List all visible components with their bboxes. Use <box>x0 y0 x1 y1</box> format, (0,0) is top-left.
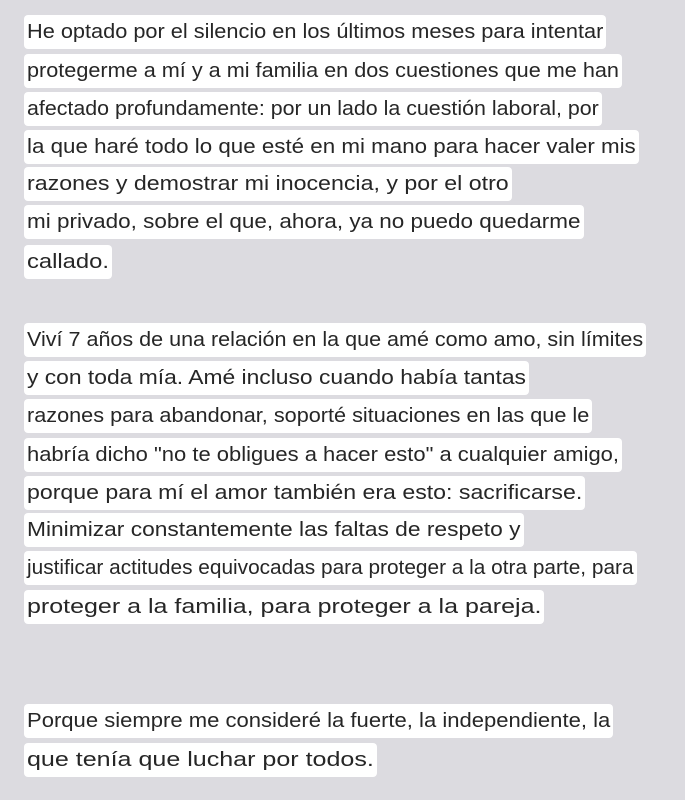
text-line <box>24 551 637 585</box>
line-text: protegerme a mí y a mi familia en dos cuestiones que me han <box>27 60 619 82</box>
line-text: proteger a la familia, para proteger a la pareja. <box>27 596 542 618</box>
text-line <box>24 205 584 239</box>
line-text: que tenía que luchar por todos. <box>27 749 374 771</box>
text-line <box>24 92 602 126</box>
line-text: callado. <box>27 251 109 273</box>
line-text: afectado profundamente: por un lado la cuestión laboral, por <box>27 98 599 120</box>
line-text: He optado por el silencio en los últimos meses para intentar <box>27 21 604 43</box>
line-text: mi privado, sobre el que, ahora, ya no puedo quedarme <box>27 211 581 233</box>
line-text: y con toda mía. Amé incluso cuando había tantas <box>27 367 526 389</box>
line-text: la que haré todo lo que esté en mi mano para hacer valer mis <box>27 136 636 158</box>
text-line <box>24 15 606 49</box>
text-line <box>24 54 622 88</box>
text-line <box>24 513 524 547</box>
line-text: razones y demostrar mi inocencia, y por el otro <box>27 173 509 195</box>
text-line <box>24 399 592 433</box>
text-line <box>24 438 622 472</box>
text-line <box>24 323 646 357</box>
text-line <box>24 743 377 777</box>
text-line <box>24 167 512 201</box>
text-line <box>24 361 529 395</box>
line-text: Viví 7 años de una relación en la que amé como amo, sin límites <box>27 329 644 351</box>
line-text: Porque siempre me consideré la fuerte, la independiente, la <box>27 710 611 732</box>
line-text: habría dicho "no te obligues a hacer esto" a cualquier amigo, <box>27 444 619 466</box>
text-line <box>24 130 639 164</box>
line-text: razones para abandonar, soporté situaciones en las que le <box>27 405 590 427</box>
text-line <box>24 704 613 738</box>
line-text: porque para mí el amor también era esto: sacrificarse. <box>27 482 583 504</box>
text-line <box>24 476 585 510</box>
text-line <box>24 590 544 624</box>
text-line <box>24 245 112 279</box>
line-text: justificar actitudes equivocadas para proteger a la otra parte, para <box>27 557 634 579</box>
line-text: Minimizar constantemente las faltas de respeto y <box>27 519 521 541</box>
